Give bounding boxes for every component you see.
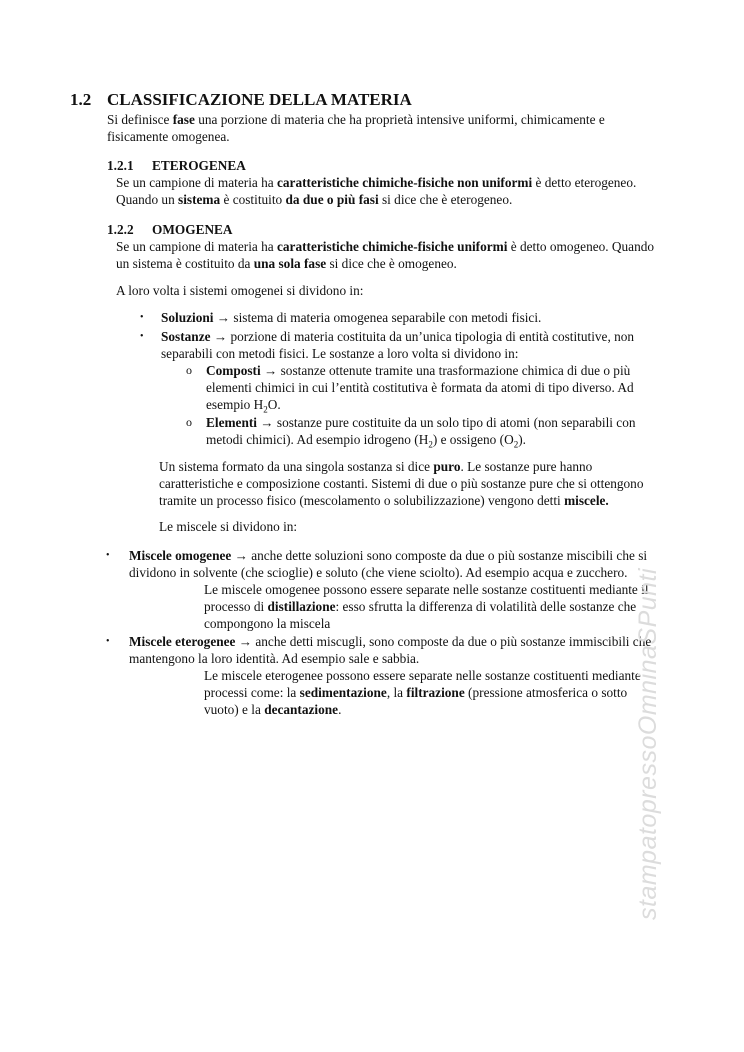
text: O. [267,397,281,412]
list-item-elements [206,414,636,431]
term: sedimentazione [299,685,387,700]
arrow-right-icon: → [213,329,228,344]
term: Miscele omogenee [129,548,232,563]
arrow-right-icon: → [264,363,278,378]
text: anche dette soluzioni sono composte da due o più sostanze miscibili che si [247,548,648,563]
bullet-icon: • [140,312,144,323]
text: porzione di materia costituita da un’unica tipologia di entità costitutive, non [227,329,635,344]
text: processi come: la [204,685,300,700]
text: (pressione atmosferica o sotto [464,685,628,700]
text: anche detti miscugli, sono composte da due o più sostanze immiscibili che [252,634,652,649]
text: Se un campione di materia ha [116,175,277,190]
homogeneous-line-2 [116,255,457,272]
term: sistema [178,192,221,207]
subsection-title: ETEROGENEA [152,158,246,173]
text: Un sistema formato da una singola sostanza si dice [159,459,434,474]
section-intro-line-2: fisicamente omogenea. [107,129,230,144]
text: sostanze ottenute tramite una trasformazione chimica di due o più [277,363,631,378]
homogeneous-division: A loro volta i sistemi omogenei si dividono in: [116,283,364,298]
term: una sola fase [253,256,327,271]
term: decantazione [264,702,339,717]
circle-bullet-icon: o [186,415,192,429]
arrow-right-icon: → [238,634,253,649]
mixture-homogeneous-note-1: Le miscele omogenee possono essere separate nelle sostanze costituenti mediante il [204,582,649,597]
arrow-right-icon: → [234,548,248,563]
subscript: 2 [263,404,268,415]
term: Sostanze [161,329,211,344]
subscript: 2 [428,439,433,450]
text: sistema di materia omogenea separabile con metodi fisici. [230,310,542,325]
mixture-homogeneous-line-2: dividono in solvente (che scioglie) e soluto (che viene sciolto). Ad esempio acqua e zucchero. [129,565,628,580]
list-item-compounds [206,362,630,379]
mixture-homogeneous-note-3: compongono la miscela [204,616,331,631]
text: si dice che è omogeneo. [326,256,457,271]
text: vuoto) e la [204,702,265,717]
text: processo di [204,599,268,614]
list-item-substances-line-2: separabili con metodi fisici. Le sostanze a loro volta si dividono in: [161,346,519,361]
text: metodi chimici). Ad esempio idrogeno (H [206,432,429,447]
text: : esso sfrutta la differenza di volatilità delle sostanze che [335,599,637,614]
text: un sistema è costituito da [116,256,254,271]
mixture-heterogeneous-note-3 [204,701,341,718]
bullet-icon: • [140,331,144,342]
text: una porzione di materia che ha proprietà intensive uniformi, chimicamente e [194,112,605,127]
term: Elementi [206,415,257,430]
text: si dice che è eterogeneo. [378,192,513,207]
text: Quando un [116,192,179,207]
mixtures-intro: Le miscele si dividono in: [159,519,298,534]
list-item-compounds-line-2: elementi chimici in cui l’entità costitutiva è formata da atomi di tipo diverso. Ad [206,380,634,395]
subsection-number: 1.2.2 [107,222,134,237]
heterogeneous-line-2 [116,191,512,208]
subsection-title: OMOGENEA [152,222,233,237]
list-item-substances [161,328,634,345]
text: sostanze pure costituite da un solo tipo di atomi (non separabili con [273,415,636,430]
text: . Le sostanze pure hanno [460,459,593,474]
term: caratteristiche chimiche-fisiche uniformi [277,239,508,254]
arrow-right-icon: → [216,310,231,325]
mixture-heterogeneous-line-1 [129,633,651,650]
subsection-number: 1.2.1 [107,158,134,173]
mixture-heterogeneous-note-2 [204,684,627,701]
pure-line-3 [159,492,609,509]
term: distillazione [267,599,336,614]
text: è detto omogeneo. Quando [507,239,655,254]
mixture-heterogeneous-note-1: Le miscele eterogenee possono essere separate nelle sostanze costituenti mediante [204,668,641,683]
pure-line-2: caratteristiche e composizione costanti. Sistemi di due o più sostanze pure che si ottengono [159,476,644,491]
bullet-icon: • [106,550,110,561]
term: Miscele eterogenee [129,634,236,649]
mixture-heterogeneous-line-2: mantengono la loro identità. Ad esempio sale e sabbia. [129,651,420,666]
text: esempio H [206,397,264,412]
mixture-homogeneous-line-1 [129,547,647,564]
term: filtrazione [406,685,465,700]
section-intro-line-1 [107,111,605,128]
text: Se un campione di materia ha [116,239,277,254]
heterogeneous-line-1 [116,174,636,191]
text: è detto eterogeneo. [532,175,637,190]
term: miscele. [564,493,609,508]
text: Si definisce [107,112,173,127]
text: ) e ossigeno (O [432,432,514,447]
watermark: stampatopressoOmninaSPunti [634,567,662,920]
mixture-homogeneous-note-2 [204,598,636,615]
text: tramite un processo fisico (mescolamento o solubilizzazione) vengono detti [159,493,565,508]
term-fase: fase [172,112,195,127]
subscript: 2 [513,439,519,450]
pure-line-1 [159,458,592,475]
term: Soluzioni [161,310,214,325]
text: ). [518,432,526,447]
section-number: 1.2 [70,90,92,109]
term: puro [433,459,461,474]
list-item-elements-line-2 [206,431,526,454]
term: Composti [206,363,261,378]
term: da due o più fasi [285,192,379,207]
text: è costituito [220,192,286,207]
section-title: CLASSIFICAZIONE DELLA MATERIA [107,90,412,109]
bullet-icon: • [106,636,110,647]
homogeneous-line-1 [116,238,654,255]
circle-bullet-icon: o [186,363,192,377]
term: caratteristiche chimiche-fisiche non uniformi [277,175,533,190]
list-item-solutions [161,309,541,326]
text: . [338,702,342,717]
arrow-right-icon: → [260,415,274,430]
text: , la [386,685,407,700]
